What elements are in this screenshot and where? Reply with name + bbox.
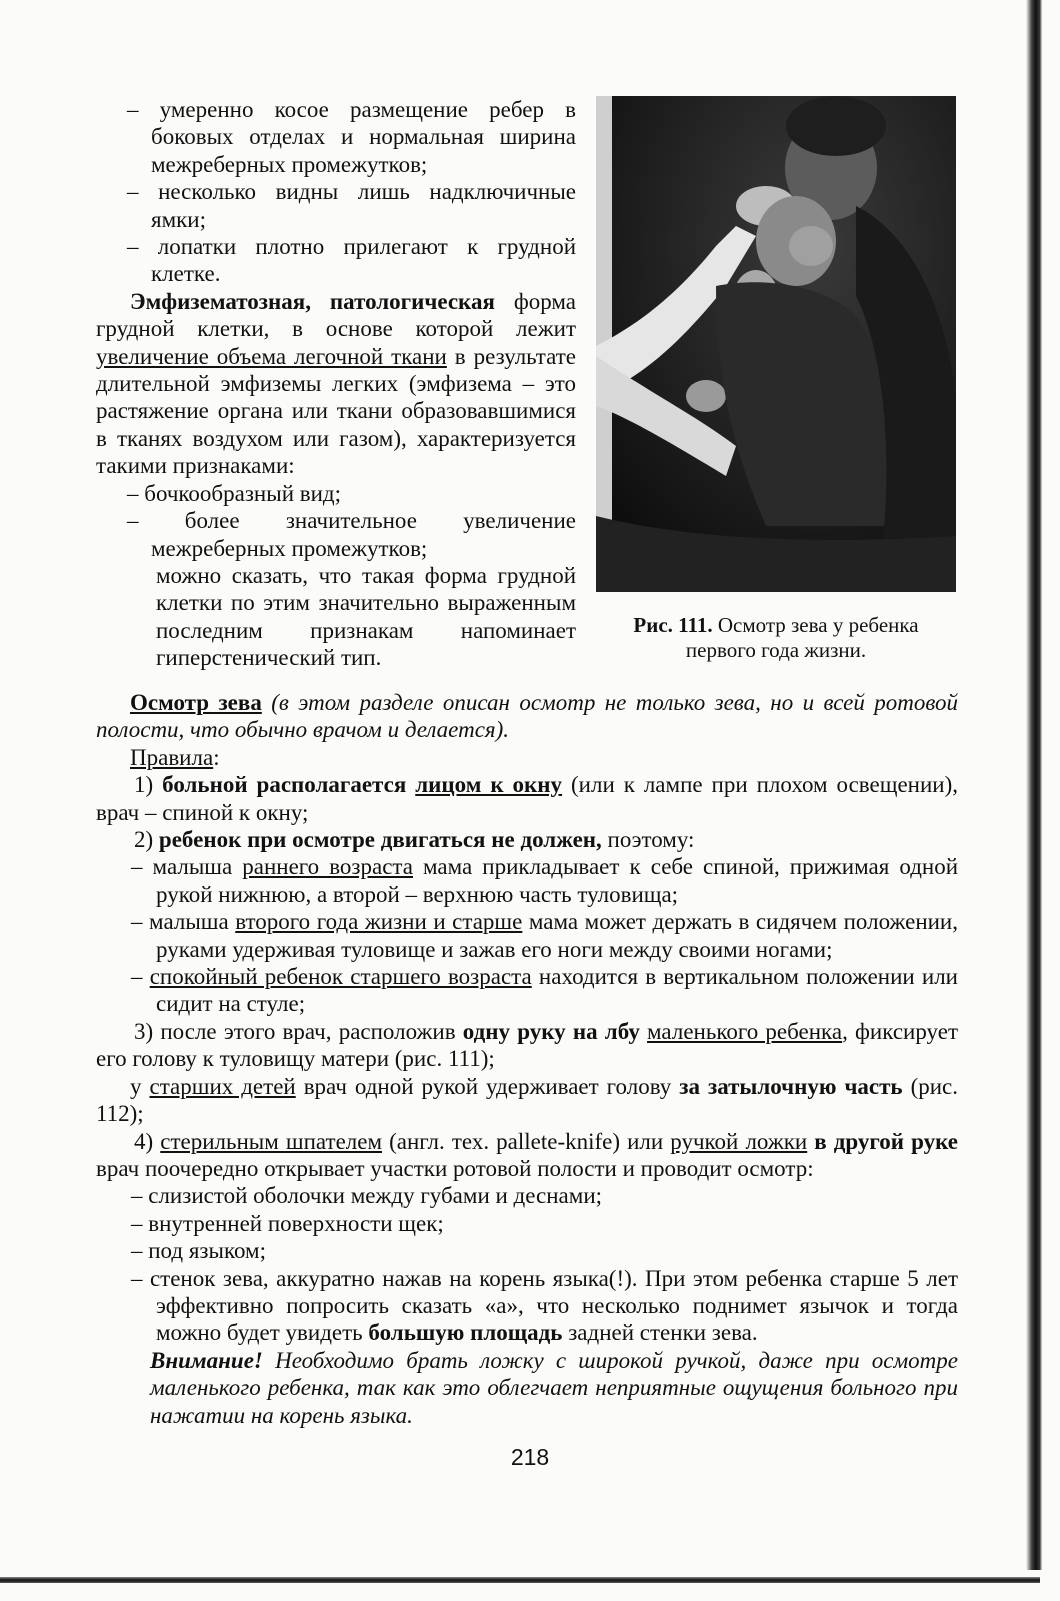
rule-2: 2) ребенок при осмотре двигаться не должен, поэтому:: [134, 827, 695, 853]
list-item: – под языком;: [131, 1238, 266, 1264]
rule-4: 4) стерильным шпателем (англ. тех. pallete-knife) или ручкой ложки в другой руке врач поочередно открывает участки ротовой полости и проводит осмотр:: [96, 1128, 959, 1181]
section-note: (в этом разделе описан осмотр не только зева, но и всей ротовой полости, что обычно врачом и делается).: [96, 690, 959, 743]
warning-label: Внимание!: [150, 1347, 263, 1373]
section-heading: Осмотр зева: [130, 690, 262, 715]
warning-note: [96, 1347, 958, 1429]
section-heading-paragraph: [96, 689, 958, 744]
list-item: – слизистой оболочки между губами и деснами;: [131, 1183, 603, 1209]
list-item: – несколько видны лишь надключичные ямки;: [127, 179, 576, 232]
figure-label: Рис. 111.: [633, 613, 713, 637]
emphysema-underlined: увеличение объема легочной ткани: [96, 343, 447, 369]
list-item: – более значительное увеличение межреберных промежутков;: [127, 508, 576, 561]
rule-1: 1) больной располагается лицом к окну (или к лампе при плохом освещении), врач – спиной к окну;: [96, 772, 958, 825]
scan-edge-shadow: [1026, 0, 1042, 1570]
main-text: [96, 689, 958, 1429]
list-item: – стенок зева, аккуратно нажав на корень языка(!). При этом ребенка старше 5 лет эффективно попросить сказать «а», что несколько поднимет язычок и тогда можно будет увидеть большую площадь задней стенки зева.: [131, 1265, 958, 1346]
list-item: – умеренно косое размещение ребер в боковых отделах и нормальная ширина межреберных промежутков;: [127, 97, 576, 177]
list-item: – лопатки плотно прилегают к грудной клетке.: [127, 234, 576, 287]
conclusion-text: можно сказать, что такая форма грудной клетки по этим значительно выраженным последним признакам напоминает гиперстенический тип.: [156, 562, 576, 671]
left-text-column: [96, 96, 576, 672]
figure-caption: [596, 613, 956, 663]
list-item: – бочкообразный вид;: [127, 480, 342, 506]
list-item: – внутренней поверхности щек;: [131, 1210, 444, 1236]
rules-label-line: Правила:: [130, 744, 220, 770]
list-item: – малыша второго года жизни и старше мама может держать в сидячем положении, руками удерживая туловище и зажав его ноги между своими ногами;: [131, 909, 958, 962]
list-item: – малыша раннего возраста мама прикладывает к себе спиной, прижимая одной рукой нижнюю, а второй – верхнюю часть туловища;: [131, 854, 959, 907]
list-item: – спокойный ребенок старшего возраста находится в вертикальном положении или сидит на стуле;: [131, 964, 958, 1017]
rule-3: 3) после этого врач, расположив одну руку на лбу маленького ребенка, фиксирует его голову к туловищу матери (рис. 111);: [96, 1018, 958, 1072]
emphysema-term: Эмфизематозная, патологическая: [130, 288, 495, 314]
page-number: 218: [510, 1444, 550, 1470]
rule-3-continued: у старших детей врач одной рукой удерживает голову за затылочную часть (рис. 112);: [96, 1073, 958, 1127]
figure-caption-text: Осмотр зева у ребенка первого года жизни.: [685, 613, 919, 662]
rules-label: Правила: [130, 744, 214, 770]
figure-111-photo: [596, 96, 956, 592]
emphysema-paragraph: Эмфизематозная, патологическая форма грудной клетки, в основе которой лежит увеличение объема легочной ткани в результате длительной эмфиземы легких (эмфизема – это растяжение органа или ткани образовавшимися в тканях воздухом или газом), характеризуется такими признаками:: [96, 288, 576, 479]
photo-illustration: [596, 96, 956, 592]
scan-bottom-edge: [0, 1577, 1040, 1583]
warning-text: Необходимо брать ложку с широкой ручкой, даже при осмотре маленького ребенка, так как это облегчает неприятные ощущения больного при нажатии на корень языка.: [150, 1347, 958, 1428]
